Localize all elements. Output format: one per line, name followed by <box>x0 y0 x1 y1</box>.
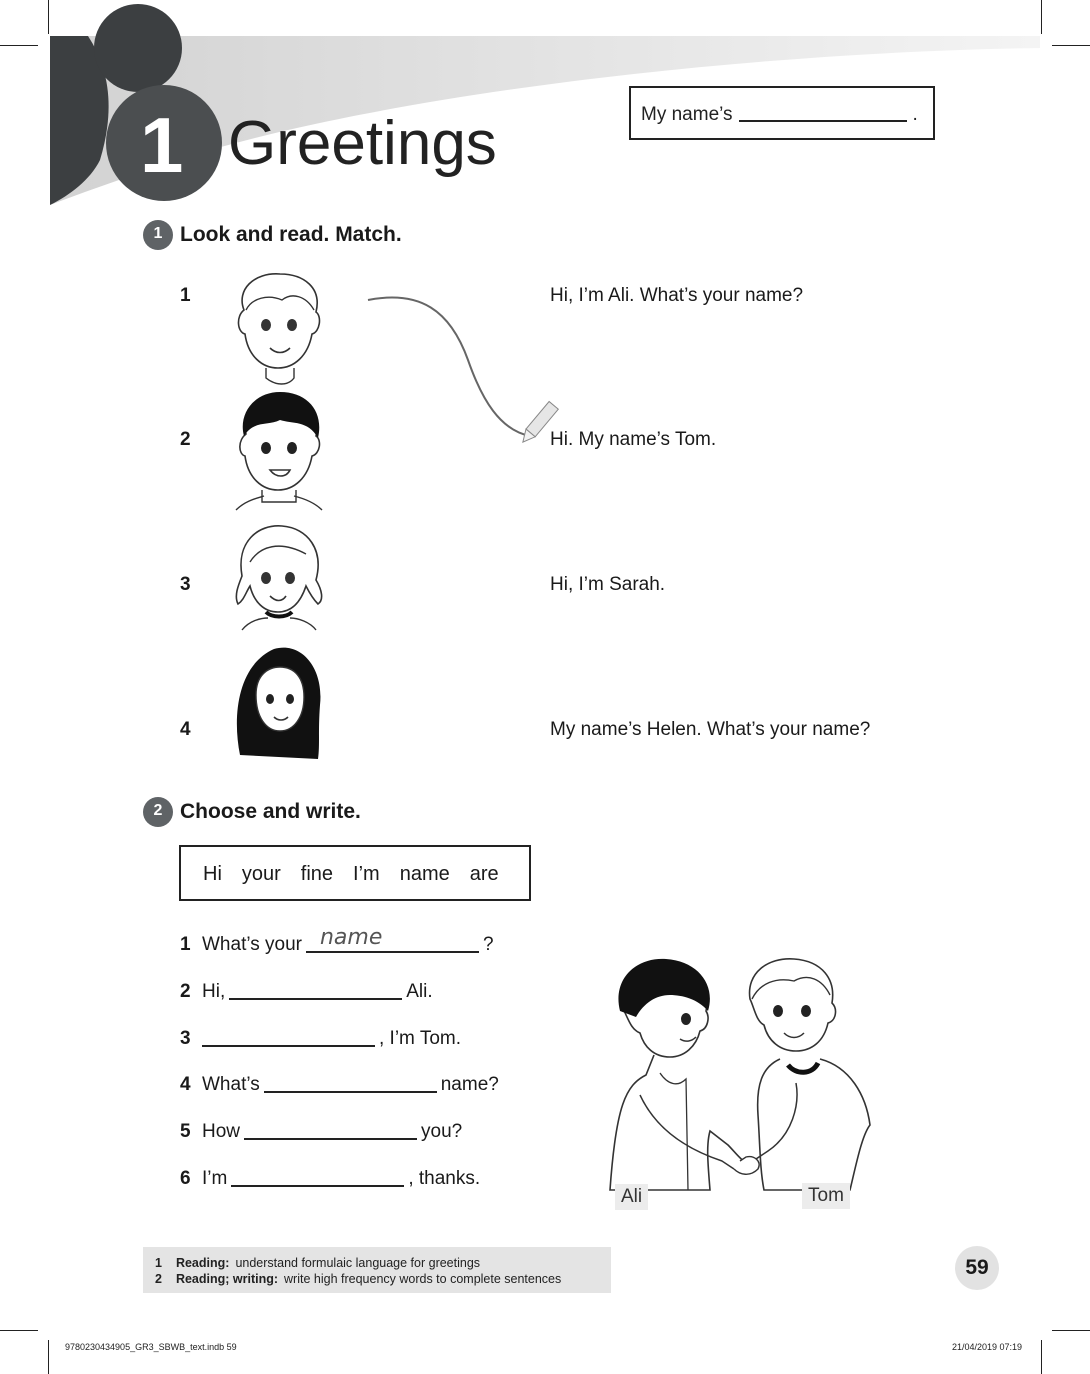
objective-line <box>155 1271 611 1287</box>
ex2-before: What’s <box>202 1074 260 1095</box>
objective-skill: Reading; writing: <box>175 1272 279 1286</box>
girl-light-hair-face[interactable] <box>232 520 327 632</box>
ex1-sentence[interactable]: My name’s Helen. What’s your name? <box>550 719 871 740</box>
ex2-after: Ali. <box>406 981 433 1002</box>
answer-blank[interactable] <box>231 1167 404 1187</box>
exercise2-heading: Choose and write. <box>180 800 361 823</box>
ex2-after: , I’m Tom. <box>379 1028 461 1049</box>
name-suffix: . <box>912 104 918 125</box>
objective-number: 1 <box>155 1256 162 1270</box>
crop-mark <box>48 1340 49 1374</box>
word-bank-item: Hi <box>203 863 222 885</box>
crop-mark <box>1041 1340 1042 1374</box>
ex1-item-number: 1 <box>180 285 191 306</box>
word-bank-item: I’m <box>353 863 380 885</box>
ex2-line-number: 4 <box>180 1074 191 1095</box>
word-bank <box>179 845 531 901</box>
answer-blank[interactable] <box>264 1073 437 1093</box>
ex1-item-number: 3 <box>180 574 191 595</box>
ex2-after: ? <box>482 934 494 955</box>
ex1-item-number: 2 <box>180 429 191 450</box>
boy-dark-hair-face[interactable] <box>232 390 327 512</box>
ex1-sentence[interactable]: Hi, I’m Ali. What’s your name? <box>550 285 804 306</box>
answer-blank[interactable] <box>229 980 402 1000</box>
ex2-line-number: 3 <box>180 1028 191 1049</box>
word-bank-item: name <box>399 863 450 885</box>
girl-hijab-face[interactable] <box>232 645 327 763</box>
print-slug-date: 21/04/2019 07:19 <box>952 1342 1023 1352</box>
learning-objectives <box>143 1247 611 1293</box>
ex2-after: , thanks. <box>408 1168 481 1189</box>
ex2-line <box>180 1027 461 1050</box>
picture-label-tom: Tom <box>802 1183 850 1209</box>
word-bank-item: are <box>469 863 499 885</box>
objective-number: 2 <box>155 1272 162 1286</box>
objective-text: write high frequency words to complete sentences <box>284 1272 562 1286</box>
objective-skill: Reading: <box>175 1256 230 1270</box>
objective-line <box>155 1255 611 1271</box>
answer-blank[interactable] <box>306 925 479 953</box>
name-box <box>629 86 935 140</box>
answer-blank[interactable] <box>202 1027 375 1047</box>
name-prefix: My name’s <box>641 104 733 125</box>
ex1-sentence[interactable]: Hi. My name’s Tom. <box>550 429 717 450</box>
word-bank-item: fine <box>300 863 334 885</box>
exercise1-heading: Look and read. Match. <box>180 223 402 246</box>
exercise2-badge: 2 <box>143 797 173 827</box>
answer-handwritten: name <box>319 925 383 950</box>
print-slug-file: 9780230434905_GR3_SBWB_text.indb 59 <box>65 1342 237 1352</box>
ex2-before: What’s your <box>202 934 302 955</box>
exercise1-badge: 1 <box>143 220 173 250</box>
page-number: 59 <box>955 1246 999 1290</box>
answer-blank[interactable] <box>244 1120 417 1140</box>
ex1-item-number: 4 <box>180 719 191 740</box>
example-match-line <box>360 290 570 450</box>
crop-mark <box>0 1330 38 1331</box>
word-bank-item: your <box>241 863 281 885</box>
ex2-before: How <box>202 1121 241 1142</box>
ex2-line-number: 5 <box>180 1121 191 1142</box>
ex2-line-number: 2 <box>180 981 191 1002</box>
ex2-after: you? <box>421 1121 463 1142</box>
ex2-line-number: 1 <box>180 934 191 955</box>
page-title: Greetings <box>228 109 497 178</box>
crop-mark <box>1052 1330 1090 1331</box>
ex1-sentence[interactable]: Hi, I’m Sarah. <box>550 574 666 595</box>
ex2-before: Hi, <box>202 981 226 1002</box>
name-blank[interactable] <box>739 120 907 122</box>
ex2-line <box>180 925 494 956</box>
boy-light-hair-face[interactable] <box>232 270 327 388</box>
ex2-line <box>180 1120 462 1143</box>
ex2-after: name? <box>440 1074 499 1095</box>
ex2-line <box>180 1073 499 1096</box>
ex2-line-number: 6 <box>180 1168 191 1189</box>
ex2-line <box>180 980 433 1003</box>
unit-number: 1 <box>140 101 184 189</box>
handshake-illustration <box>600 955 885 1195</box>
ex2-before: I’m <box>202 1168 228 1189</box>
ex2-line <box>180 1167 480 1190</box>
picture-label-ali: Ali <box>615 1184 648 1210</box>
objective-text: understand formulaic language for greetings <box>235 1256 481 1270</box>
